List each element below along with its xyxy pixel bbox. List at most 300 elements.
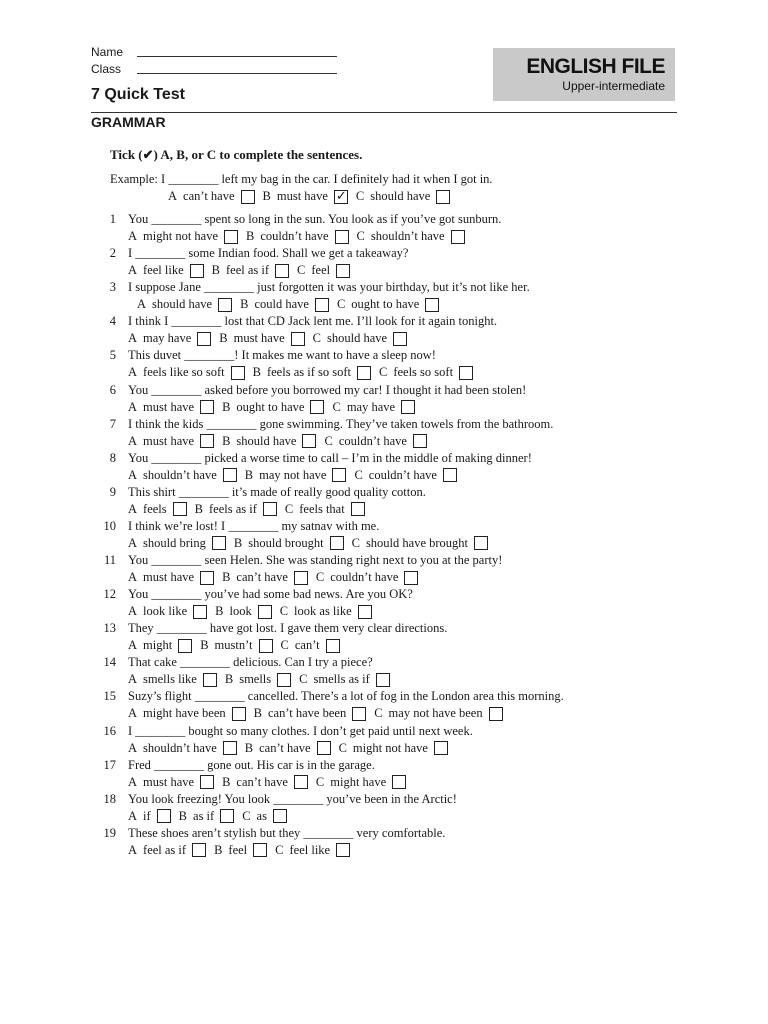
question-number: 11: [103, 553, 116, 567]
question-3-option-b: [240, 296, 329, 313]
question-9-option-c: [285, 501, 365, 518]
name-line[interactable]: [137, 56, 337, 57]
tick-box[interactable]: [259, 639, 273, 653]
question-options: [128, 330, 415, 347]
question-sentence: I think we’re lost! I ________ my satnav with me.: [128, 518, 380, 533]
tick-box[interactable]: [263, 502, 277, 516]
tick-box[interactable]: [224, 230, 238, 244]
question-17-option-b: [222, 774, 308, 791]
example-sentence: I ________ left my bag in the car. I definitely had it when I got in.: [161, 172, 493, 186]
tick-box[interactable]: [443, 468, 457, 482]
question-3-option-a: [137, 296, 232, 313]
question-10-option-a: [128, 535, 226, 552]
question-14-option-b: [225, 671, 291, 688]
question-1-option-a: [128, 228, 238, 245]
option-letter: B: [222, 399, 231, 414]
option-letter: B: [214, 842, 223, 857]
option-text: should have: [152, 297, 213, 312]
option-letter: B: [253, 706, 262, 721]
option-text: feel: [311, 263, 331, 278]
option-text: must have: [143, 774, 195, 789]
question-18-option-c: [242, 808, 287, 825]
test-title: 7 Quick Test: [91, 86, 185, 103]
example-sentence-row: [110, 172, 493, 187]
question-sentence: You ________ picked a worse time to call – I’m in the middle of making dinner!: [128, 450, 532, 465]
option-text: as: [256, 808, 267, 823]
option-text: couldn’t have: [330, 570, 399, 584]
option-text: feel like: [143, 263, 184, 278]
tick-box[interactable]: [223, 468, 237, 482]
question-sentence: This shirt ________ it’s made of really good quality cotton.: [128, 484, 426, 499]
question-number: 9: [109, 484, 116, 499]
option-letter: A: [168, 189, 178, 203]
question-sentence: This duvet ________! It makes me want to have a sleep now!: [128, 348, 436, 363]
tick-box[interactable]: [218, 298, 232, 312]
question-sentence: I ________ some Indian food. Shall we get a takeaway?: [128, 246, 409, 261]
question-18-option-a: [128, 808, 171, 825]
question-number: 19: [103, 825, 116, 840]
option-letter: B: [222, 433, 231, 448]
tick-box[interactable]: [336, 264, 350, 278]
question-15-option-a: [128, 705, 246, 722]
question-3-option-c: [337, 296, 439, 313]
option-text: should have: [370, 189, 431, 203]
question-options: [128, 399, 423, 416]
question-14-option-a: [128, 671, 217, 688]
question-options: [128, 501, 373, 518]
option-text: shouldn’t have: [143, 740, 217, 755]
option-text: look like: [143, 604, 188, 619]
option-text: might have been: [143, 706, 226, 721]
question-11-option-a: [128, 569, 214, 586]
tick-box[interactable]: [376, 673, 390, 687]
option-letter: A: [128, 331, 138, 346]
option-letter: B: [262, 189, 271, 203]
question-13-option-b: [200, 637, 272, 654]
option-letter: C: [275, 842, 284, 857]
tick-box[interactable]: [258, 605, 272, 619]
section-title: GRAMMAR: [91, 114, 166, 130]
option-letter: C: [315, 774, 325, 789]
option-text: feels that: [299, 501, 345, 516]
english-file-logo: [493, 48, 675, 101]
tick-box[interactable]: [273, 809, 287, 823]
question-13-option-c: [281, 637, 340, 654]
tick-box[interactable]: [157, 809, 171, 823]
option-letter: A: [128, 501, 138, 516]
question-number: 5: [109, 348, 116, 363]
question-16-option-a: [128, 740, 237, 757]
tick-box[interactable]: [241, 190, 255, 204]
question-11-option-b: [222, 569, 308, 586]
question-sentence: I ________ bought so many clothes. I don’t get paid until next week.: [128, 723, 473, 738]
question-options: [128, 433, 435, 450]
option-text: smells as if: [313, 672, 370, 687]
option-text: shouldn’t have: [143, 467, 217, 482]
tick-box[interactable]: [200, 400, 214, 414]
tick-box[interactable]: [275, 264, 289, 278]
question-16-option-c: [339, 740, 448, 757]
tick-box[interactable]: [294, 775, 308, 789]
option-letter: C: [315, 570, 325, 584]
option-text: feel like: [289, 842, 331, 857]
question-options: [128, 740, 456, 757]
option-letter: B: [194, 501, 203, 516]
tick-box[interactable]: [220, 809, 234, 823]
option-text: feels like so soft: [143, 365, 225, 380]
option-text: couldn’t have: [368, 467, 437, 482]
option-letter: A: [128, 706, 138, 721]
tick-box[interactable]: [436, 190, 450, 204]
option-text: smells like: [143, 672, 197, 687]
option-letter: C: [351, 535, 360, 550]
tick-box[interactable]: [197, 332, 211, 346]
example-option-b: [263, 188, 348, 205]
tick-box[interactable]: [459, 366, 473, 380]
option-text: can’t: [294, 638, 320, 653]
question-11-option-c: [316, 569, 419, 586]
question-number: 2: [109, 246, 116, 261]
question-sentence: That cake ________ delicious. Can I try a piece?: [128, 655, 373, 670]
option-letter: A: [128, 365, 138, 380]
option-letter: C: [336, 297, 346, 312]
option-text: must have: [233, 331, 285, 346]
tick-box[interactable]: [277, 673, 291, 687]
question-number: 17: [103, 757, 116, 772]
tick-box[interactable]: [302, 434, 316, 448]
option-text: feels as if so soft: [266, 365, 351, 380]
question-options: [128, 808, 295, 825]
option-letter: B: [252, 365, 261, 380]
option-text: feel: [228, 842, 248, 857]
option-text: ought to have: [236, 399, 305, 414]
logo-subtitle: Upper-intermediate: [562, 79, 665, 93]
option-letter: C: [338, 740, 347, 755]
question-number: 4: [109, 314, 116, 329]
question-sentence: I think the kids ________ gone swimming. They’ve taken towels from the bathroom.: [128, 416, 554, 431]
option-text: shouldn’t have: [370, 229, 445, 243]
question-options: [128, 262, 358, 279]
question-options: [137, 296, 447, 313]
question-number: 8: [109, 450, 116, 465]
option-letter: C: [297, 263, 306, 278]
option-letter: B: [178, 808, 188, 823]
option-text: must have: [143, 399, 195, 414]
tick-box[interactable]: [336, 843, 350, 857]
option-letter: A: [128, 399, 138, 414]
question-2-option-a: [128, 262, 204, 279]
option-text: smells: [239, 672, 272, 687]
tick-box[interactable]: [193, 605, 207, 619]
tick-box[interactable]: [291, 332, 305, 346]
question-options: [128, 842, 358, 859]
tick-box[interactable]: [334, 190, 348, 204]
option-letter: A: [128, 433, 138, 448]
option-letter: C: [354, 467, 363, 482]
question-sentence: You ________ asked before you borrowed my car! I thought it had been stolen!: [128, 382, 527, 397]
option-letter: C: [378, 365, 388, 380]
question-7-option-c: [324, 433, 427, 450]
question-5-option-a: [128, 364, 245, 381]
option-text: feel as if: [225, 263, 270, 278]
option-letter: A: [128, 740, 138, 755]
question-options: [128, 569, 426, 586]
option-letter: C: [324, 433, 333, 448]
question-options: [128, 535, 496, 552]
question-8-option-b: [245, 467, 347, 484]
option-letter: A: [128, 808, 138, 823]
tick-box[interactable]: [401, 400, 415, 414]
option-letter: A: [128, 774, 138, 789]
question-17-option-a: [128, 774, 214, 791]
tick-box[interactable]: [253, 843, 267, 857]
option-text: feels so soft: [393, 365, 454, 380]
option-text: may have: [346, 399, 396, 414]
option-letter: A: [137, 297, 147, 312]
tick-box[interactable]: [404, 571, 418, 585]
option-text: must have: [143, 570, 195, 584]
tick-box[interactable]: [310, 400, 324, 414]
question-7-option-b: [222, 433, 316, 450]
question-4-option-b: [219, 330, 304, 347]
question-7-option-a: [128, 433, 214, 450]
question-sentence: These shoes aren’t stylish but they ________ very comfortable.: [128, 825, 446, 840]
option-text: couldn’t have: [338, 433, 407, 448]
option-text: may have: [143, 331, 192, 346]
option-letter: B: [244, 467, 254, 482]
question-sentence: You ________ spent so long in the sun. You look as if you’ve got sunburn.: [128, 212, 502, 226]
question-options: [128, 774, 414, 791]
tick-box[interactable]: [212, 536, 226, 550]
question-number: 13: [103, 621, 116, 636]
logo-title: ENGLISH FILE: [526, 55, 665, 78]
option-text: must have: [276, 189, 328, 203]
question-sentence: You ________ you’ve had some bad news. Are you OK?: [128, 587, 413, 602]
question-options: [128, 364, 481, 381]
class-field: [91, 62, 121, 76]
option-letter: B: [211, 263, 220, 278]
tick-box[interactable]: [425, 298, 439, 312]
tick-box[interactable]: [200, 775, 214, 789]
option-letter: B: [222, 774, 231, 789]
option-text: should brought: [248, 535, 324, 550]
tick-box[interactable]: [173, 502, 187, 516]
question-number: 15: [103, 689, 116, 704]
tick-box[interactable]: [200, 571, 214, 585]
question-1-option-b: [246, 228, 349, 245]
example-options: [168, 188, 458, 205]
option-letter: B: [219, 331, 228, 346]
tick-box[interactable]: [232, 707, 246, 721]
option-letter: A: [128, 570, 138, 584]
question-sentence: You look freezing! You look ________ you’ve been in the Arctic!: [128, 791, 457, 806]
tick-box[interactable]: [393, 332, 407, 346]
question-1-option-c: [357, 228, 465, 245]
question-10-option-c: [352, 535, 488, 552]
option-text: can’t have: [183, 189, 235, 203]
question-19-option-c: [275, 842, 350, 859]
option-text: should have: [327, 331, 388, 346]
option-letter: B: [233, 535, 243, 550]
example-label: Example:: [110, 172, 158, 186]
tick-box[interactable]: [326, 639, 340, 653]
question-16-option-b: [245, 740, 331, 757]
option-letter: C: [332, 399, 341, 414]
question-19-option-a: [128, 842, 206, 859]
option-letter: B: [224, 672, 234, 687]
option-letter: C: [279, 604, 289, 619]
option-text: might not have: [352, 740, 428, 755]
question-options: [128, 228, 473, 245]
option-text: feels: [143, 501, 167, 516]
option-text: ought to have: [351, 297, 420, 312]
question-sentence: Suzy’s flight ________ cancelled. There’s a lot of fog in the London area this morning.: [128, 689, 564, 704]
tick-box[interactable]: [223, 741, 237, 755]
option-letter: C: [356, 229, 365, 243]
question-6-option-a: [128, 399, 214, 416]
option-text: look: [229, 604, 252, 619]
question-9-option-b: [195, 501, 277, 518]
option-letter: C: [280, 638, 289, 653]
question-number: 7: [109, 416, 116, 431]
tick-box[interactable]: [451, 230, 465, 244]
tick-box[interactable]: [413, 434, 427, 448]
question-19-option-b: [214, 842, 267, 859]
tick-box[interactable]: [200, 434, 214, 448]
option-text: can’t have: [259, 740, 311, 755]
question-options: [128, 603, 380, 620]
class-line[interactable]: [137, 73, 337, 74]
tick-box[interactable]: [489, 707, 503, 721]
question-8-option-a: [128, 467, 237, 484]
option-letter: B: [200, 638, 209, 653]
tick-box[interactable]: [434, 741, 448, 755]
tick-box[interactable]: [203, 673, 217, 687]
question-2-option-c: [297, 262, 350, 279]
option-letter: A: [128, 229, 138, 243]
option-text: can’t have: [236, 570, 288, 584]
tick-box[interactable]: [335, 230, 349, 244]
question-sentence: I think I ________ lost that CD Jack lent me. I’ll look for it again tonight.: [128, 314, 498, 329]
option-text: couldn’t have: [260, 229, 329, 243]
tick-box[interactable]: [315, 298, 329, 312]
option-text: should have brought: [365, 535, 469, 550]
option-text: if: [143, 808, 151, 823]
question-number: 18: [103, 791, 116, 806]
question-number: 3: [109, 280, 116, 295]
tick-box[interactable]: [330, 536, 344, 550]
option-text: must have: [143, 433, 195, 448]
option-text: might not have: [143, 229, 219, 243]
question-options: [128, 671, 398, 688]
option-letter: C: [242, 808, 251, 823]
tick-box[interactable]: [351, 502, 365, 516]
option-text: should have: [236, 433, 297, 448]
option-letter: C: [284, 501, 294, 516]
question-number: 16: [103, 723, 116, 738]
question-options: [128, 637, 348, 654]
tick-box[interactable]: [317, 741, 331, 755]
question-13-option-a: [128, 637, 192, 654]
option-letter: A: [128, 535, 138, 550]
question-12-option-a: [128, 603, 207, 620]
option-letter: A: [128, 672, 138, 687]
tick-box[interactable]: [231, 366, 245, 380]
tick-box[interactable]: [178, 639, 192, 653]
question-10-option-b: [234, 535, 344, 552]
question-9-option-a: [128, 501, 187, 518]
option-letter: A: [128, 638, 138, 653]
option-text: look as like: [294, 604, 352, 619]
option-letter: B: [240, 297, 249, 312]
tick-box[interactable]: [332, 468, 346, 482]
tick-box[interactable]: [192, 843, 206, 857]
tick-box[interactable]: [392, 775, 406, 789]
option-text: might: [143, 638, 173, 653]
option-text: as if: [193, 808, 215, 823]
question-6-option-c: [332, 399, 415, 416]
question-2-option-b: [212, 262, 289, 279]
option-text: can’t have: [236, 774, 288, 789]
question-5-option-b: [253, 364, 371, 381]
option-letter: C: [299, 672, 308, 687]
question-number: 10: [103, 518, 116, 533]
question-options: [128, 467, 465, 484]
option-text: could have: [254, 297, 309, 312]
example-option-a: [168, 188, 255, 205]
question-sentence: Fred ________ gone out. His car is in the garage.: [128, 757, 375, 772]
question-18-option-b: [179, 808, 235, 825]
tick-box[interactable]: [357, 366, 371, 380]
tick-box[interactable]: [294, 571, 308, 585]
option-text: may not have been: [388, 706, 483, 721]
question-12-option-b: [215, 603, 272, 620]
option-letter: B: [246, 229, 255, 243]
name-label: Name: [91, 45, 124, 59]
tick-box[interactable]: [358, 605, 372, 619]
option-letter: A: [128, 467, 138, 482]
question-4-option-a: [128, 330, 211, 347]
question-number: 14: [103, 655, 116, 670]
question-sentence: You ________ seen Helen. She was standing right next to you at the party!: [128, 553, 503, 567]
class-label: Class: [91, 62, 122, 76]
question-5-option-c: [379, 364, 473, 381]
option-letter: B: [222, 570, 231, 584]
question-number: 1: [109, 212, 116, 226]
option-text: can’t have been: [268, 706, 347, 721]
question-4-option-c: [313, 330, 407, 347]
question-number: 12: [103, 587, 116, 602]
option-text: should bring: [143, 535, 206, 550]
option-text: mustn’t: [214, 638, 253, 653]
question-options: [128, 705, 511, 722]
option-letter: B: [244, 740, 254, 755]
option-text: feels as if: [208, 501, 257, 516]
example-option-c: [356, 188, 450, 205]
option-text: feel as if: [143, 842, 187, 857]
question-number: 6: [109, 382, 116, 397]
name-field: [91, 45, 123, 59]
question-8-option-c: [354, 467, 457, 484]
tick-box[interactable]: [352, 707, 366, 721]
tick-box[interactable]: [474, 536, 488, 550]
question-15-option-c: [374, 705, 502, 722]
option-text: may not have: [259, 467, 327, 482]
tick-box[interactable]: [190, 264, 204, 278]
option-letter: C: [312, 331, 322, 346]
question-sentence: They ________ have got lost. I gave them very clear directions.: [128, 621, 448, 636]
option-letter: A: [128, 604, 138, 619]
